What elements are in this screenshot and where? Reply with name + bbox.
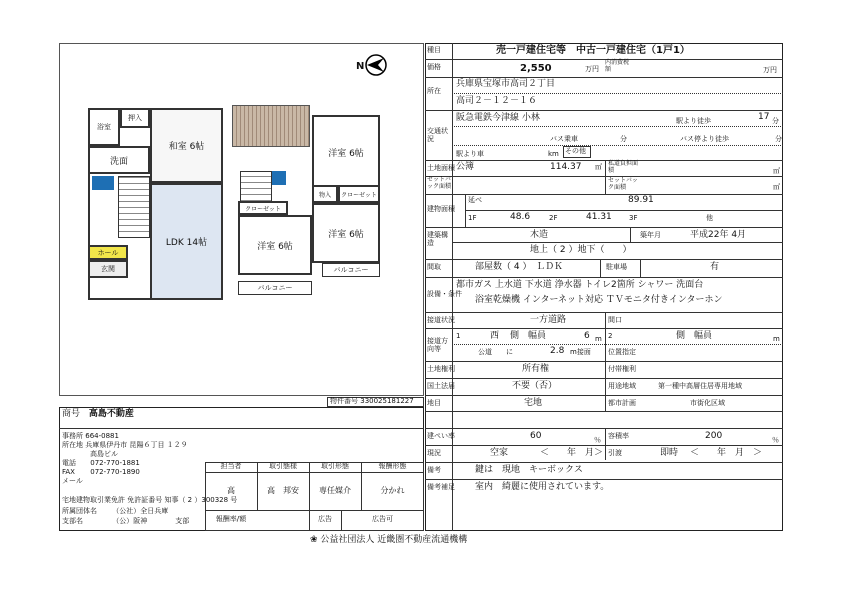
traffic-km: km [548, 150, 559, 158]
agent-trade-value: 高島不動産 [88, 409, 134, 419]
land-area-unit: ㎡ [595, 163, 602, 171]
land-rights-value: 所有権 [522, 364, 550, 374]
city-plan-label: 都市計画 [608, 399, 636, 407]
floor-plan-2f [232, 105, 380, 295]
deal-type-label: 取引形態 [321, 462, 349, 470]
building-floor2-value: 41.31 [586, 212, 612, 222]
footer-text: 公益社団法人 近畿圏不動産流通機構 [320, 535, 468, 545]
notes2-value: 室内 綺麗に使用されています。 [475, 482, 610, 492]
room-ldk-label: LDK 14帖 [165, 238, 208, 248]
far-value: 200 [705, 431, 723, 441]
room-genkan-label: 玄関 [101, 265, 115, 273]
zoning-label: 用途地域 [608, 382, 636, 390]
room-yoshitsu-3-label: 洋室 6帖 [257, 241, 293, 252]
traffic-walk-unit: 分 [772, 117, 779, 125]
room-senmen [88, 146, 150, 174]
deal-commission-value: 分かれ [380, 486, 405, 495]
deal-commission-label: 報酬形態 [378, 462, 407, 470]
building-floor1-label: 1F [468, 214, 477, 222]
road-public-label: 公道 に [478, 348, 513, 356]
agent-trade-label: 商号 [62, 409, 81, 419]
land-law-label: 国土法届 [427, 382, 455, 390]
traffic-label: 交通状況 [427, 127, 448, 143]
category-value: 宅地 [524, 398, 543, 408]
location-line1: 兵庫県宝塚市高司２丁目 [456, 79, 556, 89]
closet-2f-3-label: クローゼット [245, 205, 281, 213]
property-number-label: 物件番号 [330, 397, 358, 405]
land-setback-label-2: セットバック面積 [608, 177, 638, 191]
deal-remuneration-label: 報酬率/額 [215, 515, 247, 523]
handover-label: 引渡 [608, 449, 622, 457]
facilities-line2: 浴室乾燥機 インターネット対応 ＴＶモニタ付きインターホン [475, 295, 723, 305]
balcony-right [322, 263, 380, 277]
agent-branch-label: 支部名 [62, 517, 83, 525]
deal-table [205, 462, 424, 531]
zoning-value: 第一種中高層住居専用地域 [658, 382, 742, 390]
attached-label: 付帯権利 [608, 365, 636, 373]
road-state-label: 接道状況 [427, 316, 455, 324]
notes-value: 鍵は 現地 キーボックス [475, 465, 583, 475]
traffic-walk-value: 17 [758, 112, 770, 122]
agent-group-value: （公社）全日兵庫 [112, 507, 169, 515]
compass-north-label: N [356, 61, 365, 72]
land-rights-label: 土地権利 [427, 365, 455, 373]
structure-value: 木造 [530, 230, 549, 240]
road-dir1-side-label: 側 幅員 [510, 331, 547, 341]
price-label: 価格 [427, 63, 441, 71]
road-contact-value: 2.8 [550, 346, 565, 356]
land-private-road-label: 私道負担面積 [608, 160, 639, 174]
agent-branch-value: （公）阪神 支部 [112, 517, 190, 525]
agent-building-value: 高島ビル [90, 450, 118, 458]
land-law-value: 不要（否） [512, 381, 558, 391]
road-contact-unit: m接面 [570, 348, 591, 356]
traffic-bus-walk-unit: 分 [775, 135, 782, 143]
deal-staff-label: 担当者 [220, 462, 242, 470]
road-dir2-side-label: 側 幅員 [676, 331, 713, 341]
handover-date: ＜ 年 月 ＞ [690, 448, 763, 458]
land-setback-label: セットバック面積 [427, 176, 452, 190]
traffic-walk-label: 駅より徒歩 [676, 117, 711, 125]
agent-license-label: 宅地建物取引業免許 [62, 496, 125, 504]
agent-fax-label: FAX [62, 468, 75, 476]
traffic-bus-ride: バス乗車 [550, 135, 578, 143]
compass-icon [364, 53, 388, 77]
road-state-value: 一方道路 [530, 315, 567, 325]
balcony-right-label: バルコニー [333, 266, 369, 274]
property-number [327, 397, 424, 407]
city-plan-value: 市街化区域 [690, 399, 725, 407]
agent-group-label: 所属団体名 [62, 507, 97, 515]
road-direction-label: 接道方向等 [427, 337, 448, 353]
building-total-value: 89.91 [628, 195, 654, 205]
building-total-label: 延べ [468, 196, 482, 204]
land-setback-unit: ㎡ [773, 183, 780, 191]
far-unit: ％ [772, 436, 779, 444]
road-dir2-unit: m [773, 335, 780, 343]
agent-mail-label: メール [62, 477, 83, 485]
road-dir1-unit: m [595, 335, 602, 343]
traffic-other: その他 [565, 147, 586, 155]
footer [310, 536, 467, 546]
kitchen-fixture [92, 176, 114, 190]
room-senmen-label: 洗面 [109, 156, 128, 167]
parking-value: 有 [710, 262, 720, 272]
room-bath-label: 浴室 [97, 123, 111, 131]
current-date: ＜ 年 月＞ [540, 448, 604, 458]
handover-value: 即時 [660, 448, 679, 458]
built-value: 平成22年 4月 [690, 230, 747, 240]
land-area-value: 114.37 [550, 162, 582, 172]
facilities-line1: 都市ガス 上水道 下水道 浄水器 トイレ2箇所 シャワー 洗面台 [456, 280, 704, 290]
closet-2f-2-label: クローゼット [341, 191, 377, 199]
bcr-label: 建ぺい率 [427, 432, 455, 440]
agent-fax-value: 072-770-1890 [90, 468, 140, 476]
stair-1f [118, 176, 150, 238]
agent-address [62, 442, 188, 450]
deal-ad-label: 広告 [318, 515, 332, 523]
toilet-2f [272, 171, 286, 185]
roof-hatch [232, 105, 310, 147]
footer-logo-icon: ❀ [310, 535, 318, 545]
agent-group [62, 508, 168, 516]
building-floor3-label: 3F [629, 214, 638, 222]
agent-building [90, 451, 118, 459]
structure-label: 建築構造 [427, 231, 448, 247]
category-label: 地目 [427, 399, 441, 407]
frontage-label: 間口 [608, 316, 622, 324]
room-yoshitsu-3 [238, 215, 312, 275]
building-other-label: 他 [706, 214, 713, 222]
road-dir2-no: 2 [608, 332, 613, 340]
current-label: 現況 [427, 449, 441, 457]
location-line2: 高司２－１２－１６ [456, 96, 538, 106]
bcr-value: 60 [530, 431, 542, 441]
deal-mode-value: 高 邦安 [267, 486, 299, 495]
agent-office [62, 433, 119, 441]
bcr-unit: ％ [594, 436, 601, 444]
traffic-bus-minutes: 分 [620, 135, 627, 143]
traffic-bus-stop: バス停より徒歩 [680, 135, 729, 143]
notes-label: 備考 [427, 466, 441, 474]
agent-tel-value: 072-770-1881 [90, 459, 140, 467]
road-dir1-no: 1 [456, 332, 461, 340]
agent-fax [62, 469, 140, 477]
stories-value: 地上（ 2 ）地下（ ） [530, 245, 632, 255]
traffic-other-box [563, 146, 591, 158]
agent-tel [62, 460, 140, 468]
agent-tel-label: 電話 [62, 459, 76, 467]
rooms-value: 部屋数（ 4 ） ＬＤＫ [475, 262, 563, 272]
price-value: 2,550 [520, 63, 552, 74]
room-yoshitsu-1 [312, 115, 380, 190]
room-washitsu-label: 和室 6帖 [168, 142, 205, 152]
deal-type-value: 専任媒介 [319, 486, 351, 495]
agent-address-label: 所在地 [62, 441, 83, 449]
road-dir1-width: 6 [584, 331, 590, 341]
agent-address-value: 兵庫県伊丹市 昆陽６丁目 １２９ [85, 441, 188, 449]
building-area-label: 建物面積 [427, 205, 455, 213]
agent-mail [62, 478, 83, 486]
room-genkan [88, 260, 128, 278]
property-number-value: 330025181227 [360, 397, 414, 405]
balcony-left-label: バルコニー [257, 284, 293, 292]
traffic-line: 阪急電鉄今津線 小林 [456, 113, 540, 123]
agent-license-value: 免許証番号 知事（ 2 ）300328 号 [127, 496, 238, 504]
room-hall-label: ホール [97, 248, 119, 257]
price-internal-unit: 万円 [763, 66, 777, 74]
room-yoshitsu-2-label: 洋室 6帖 [328, 229, 364, 240]
land-area-type: 公簿 [456, 162, 475, 172]
price-internal-label: 内消費税額 [605, 59, 630, 73]
floor-plan-1f [88, 108, 223, 300]
room-oshiire-label: 押入 [128, 114, 142, 122]
land-private-road-unit: ㎡ [773, 167, 780, 175]
road-position-label: 位置指定 [608, 348, 636, 356]
deal-staff-value: 高 [227, 486, 235, 495]
room-washitsu [150, 108, 223, 183]
room-ldk [150, 183, 223, 300]
header-title: 売一戸建住宅等 中古一戸建住宅（1戸1） [496, 45, 690, 56]
closet-2f-2 [338, 185, 380, 203]
facilities-label: 設備・条件 [427, 290, 462, 298]
balcony-left [238, 281, 312, 295]
far-label: 容積率 [608, 432, 629, 440]
location-label: 所在 [427, 87, 441, 95]
header-label: 種目 [427, 46, 441, 54]
rooms-label: 間取 [427, 263, 441, 271]
room-yoshitsu-1-label: 洋室 6帖 [328, 149, 364, 159]
compass [356, 53, 388, 81]
parking-label: 駐車場 [606, 263, 627, 271]
agent-office-label: 事務所 [62, 432, 83, 440]
deal-mode-label: 取引態様 [269, 462, 297, 470]
room-hall [88, 245, 128, 260]
agent-office-value: 664-0881 [85, 432, 119, 440]
room-yoshitsu-2 [312, 203, 380, 263]
road-dir1-side: 西 [490, 331, 500, 341]
price-unit: 万円 [585, 65, 599, 73]
room-oshiire [120, 108, 150, 128]
land-area-label: 土地面積 [427, 164, 455, 172]
current-value: 空家 [490, 448, 509, 458]
agent-branch [62, 518, 189, 526]
closet-2f-1-label: 物入 [318, 191, 331, 199]
agent-trade [62, 410, 134, 420]
traffic-station-from: 駅より車 [456, 150, 484, 158]
closet-2f-1 [312, 185, 338, 203]
building-floor2-label: 2F [549, 214, 558, 222]
built-label: 築年月 [640, 231, 661, 239]
deal-ad-value: 広告可 [372, 515, 393, 523]
building-floor1-value: 48.6 [510, 212, 531, 222]
room-bath [88, 108, 120, 146]
closet-2f-3 [238, 201, 288, 215]
notes2-label: 備考補足 [427, 483, 455, 491]
